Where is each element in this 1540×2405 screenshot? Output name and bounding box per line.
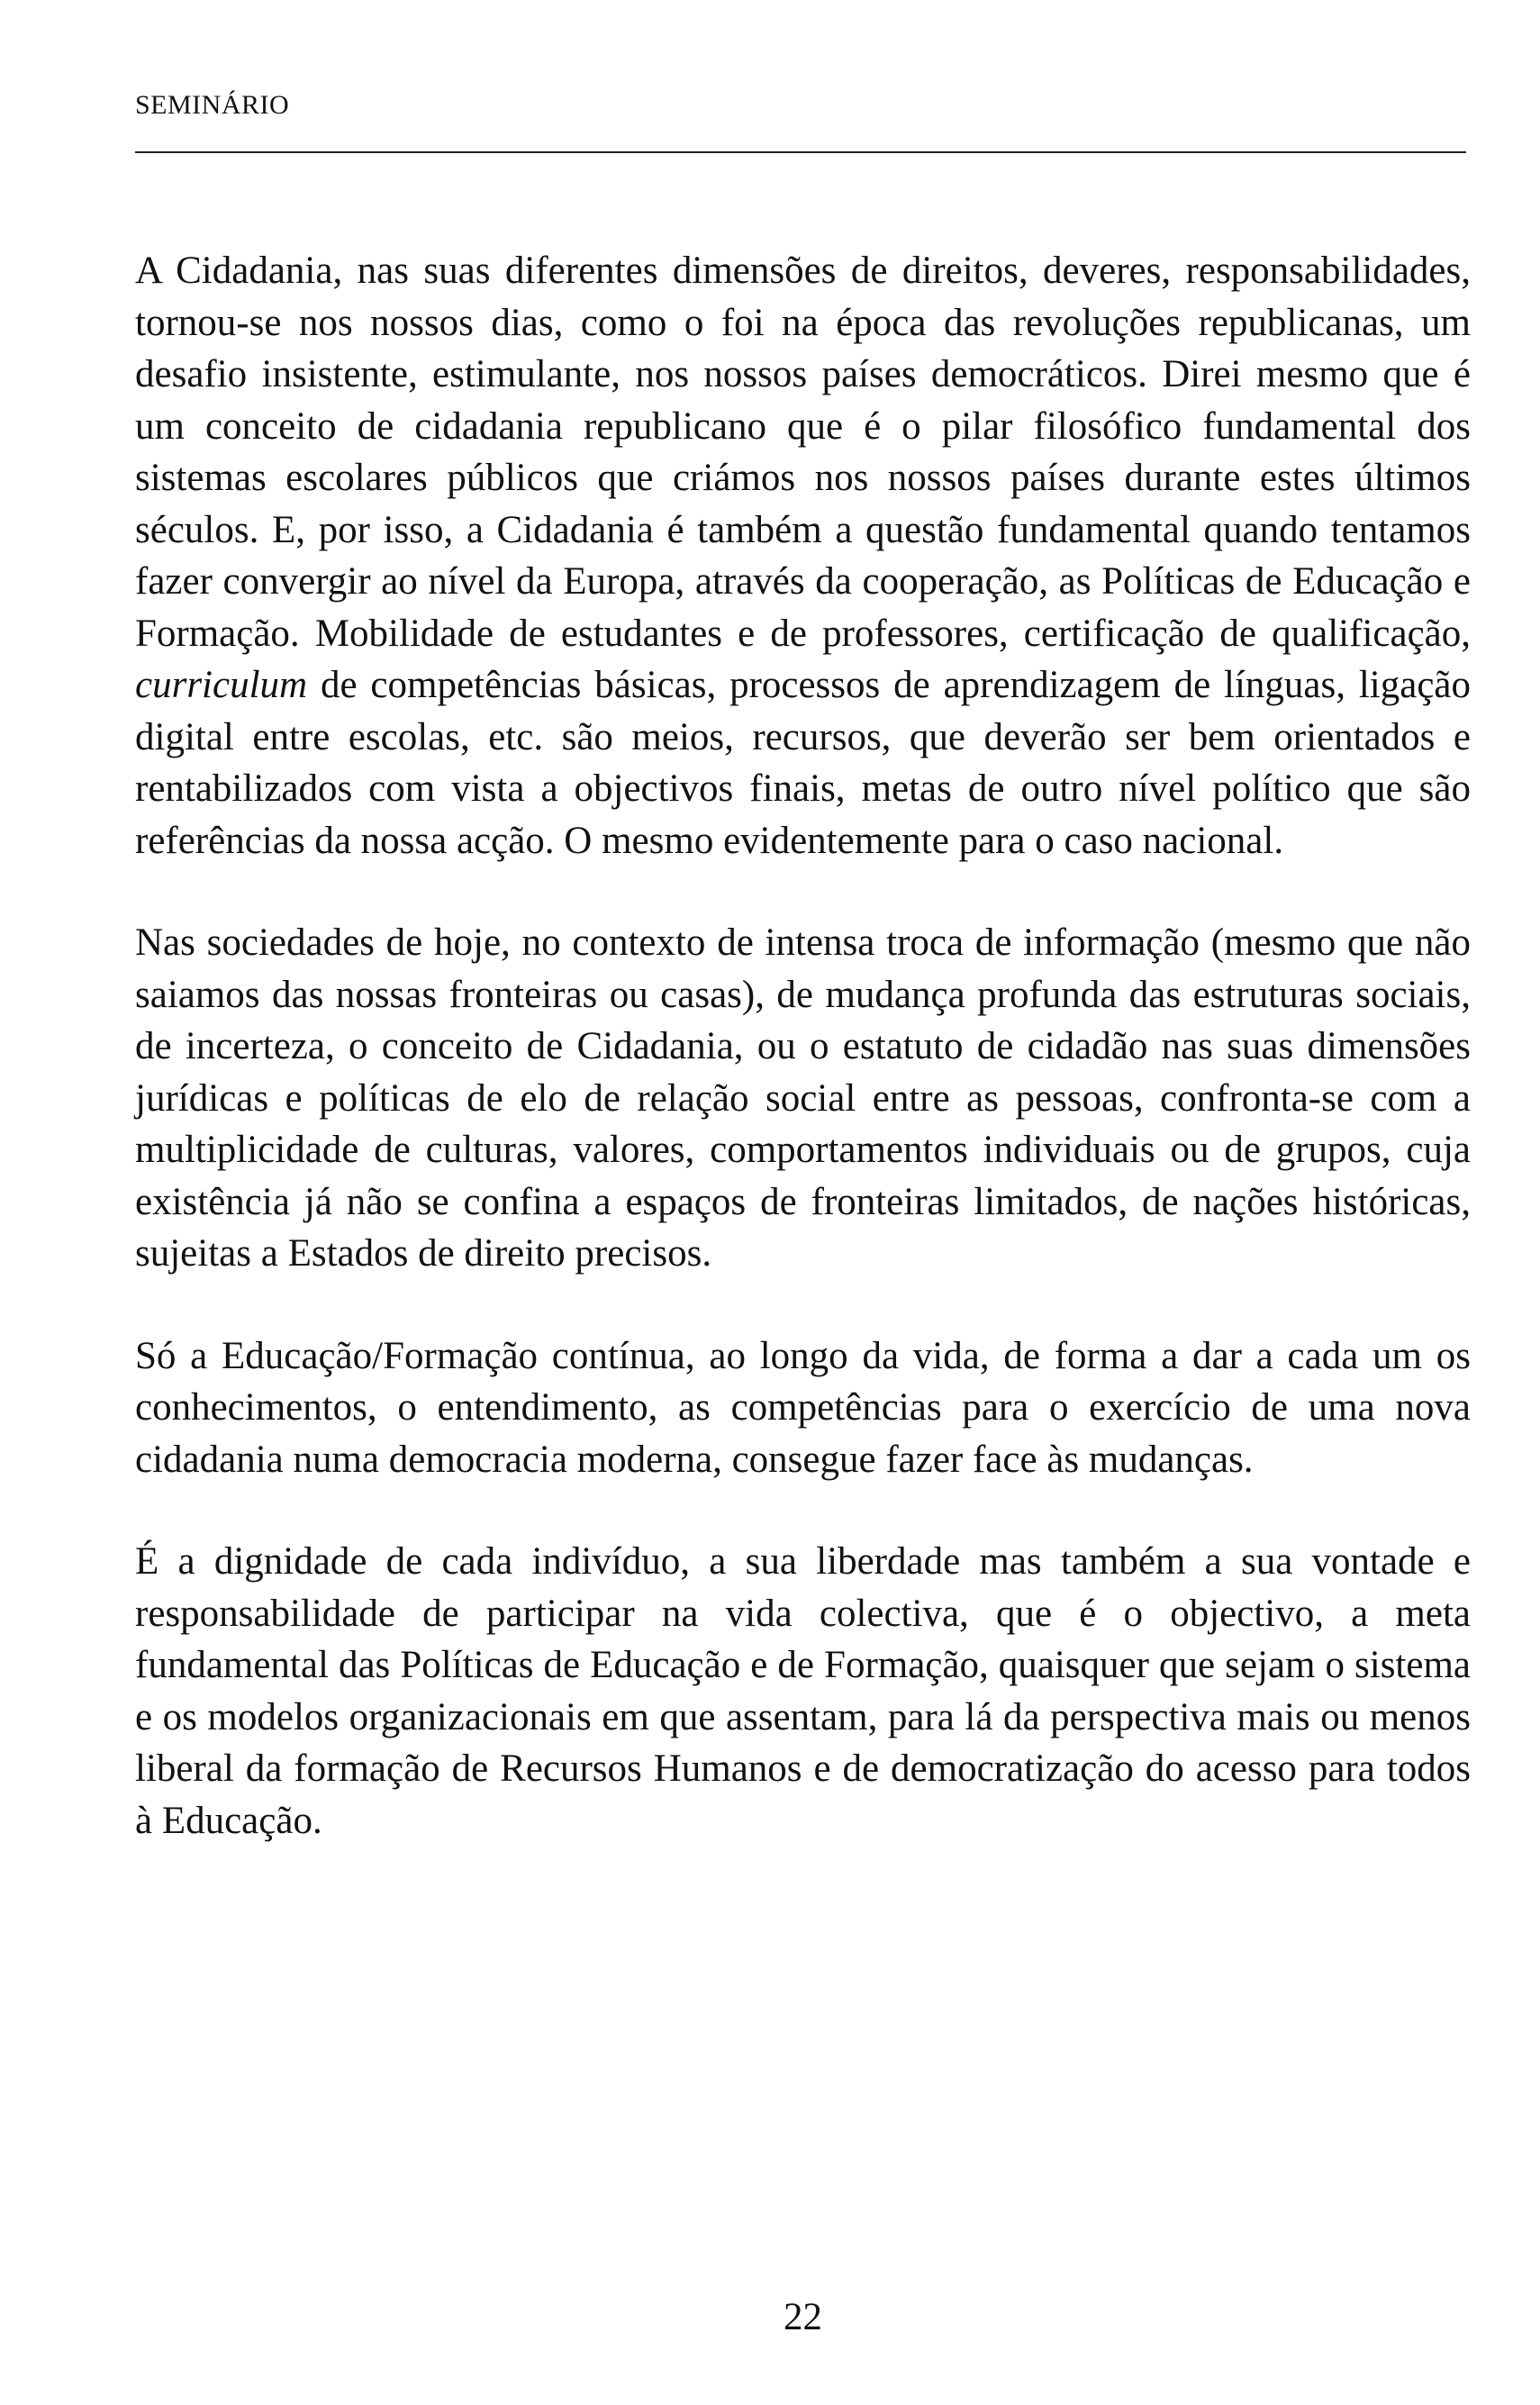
paragraph-sociedades: Nas sociedades de hoje, no contexto de intensa troca de informação (mesmo que não saiamos das nossas fronteiras ou casas), de mudança profunda das estruturas sociais, de incerteza, o conceito de Cidadania, ou o estatuto de cidadão nas suas dimensões jurídicas e políticas de elo de relação social entre as pessoas, confronta-se com a multiplicidade de culturas, valores, comportamentos individuais ou de grupos, cuja existência já não se confina a espaços de fronteiras limitados, de nações históricas, sujeitas a Estados de direito precisos. (135, 921, 1471, 1275)
paragraph-1-text: A Cidadania, nas suas diferentes dimensões de direitos, deveres, responsabilidades, tornou-se nos nossos dias, como o foi na época das revoluções republicanas, um desafio insistente, estimulante, nos nossos países democráticos. Direi mesmo que é um conceito de cidadania republicano que é o pilar filosófico fundamental dos sistemas escolares públicos que criámos nos nossos países durante estes últimos séculos. E, por isso, a Cidadania é também a questão fundamental quando tentamos fazer convergir ao nível da Europa, através da cooperação, as Políticas de Educação e Formação. Mobilidade de estudantes e de professores, certificação de qualificação, (135, 250, 1471, 655)
paragraph-educacao-formacao: Só a Educação/Formação contínua, ao longo da vida, de forma a dar a cada um os conhecimentos, o entendimento, as competências para o exercício de uma nova cidadania numa democracia moderna, consegue fazer face às mudanças. (135, 1334, 1471, 1481)
running-header: SEMINÁRIO (135, 90, 290, 120)
paragraph-cidadania (135, 245, 1471, 867)
paragraph-dignidade: É a dignidade de cada indivíduo, a sua liberdade mas também a sua vontade e responsabilidade de participar na vida colectiva, que é o objectivo, a meta fundamental das Políticas de Educação e de Formação, quaisquer que sejam o sistema e os modelos organizacionais em que assentam, para lá da perspectiva mais ou menos liberal da formação de Recursos Humanos e de democratização do acesso para todos à Educação. (135, 1540, 1471, 1842)
header-rule (135, 151, 1466, 153)
page-body (135, 245, 1471, 1897)
italic-term: curriculum (135, 664, 308, 706)
paragraph-1-text-continued: de competências básicas, processos de aprendizagem de línguas, ligação digital entre escolas, etc. são meios, recursos, que deverão ser bem orientados e rentabilizados com vista a objectivos finais, metas de outro nível político que são referências da nossa acção. O mesmo evidentemente para o caso nacional. (135, 664, 1472, 862)
page-number: 22 (784, 2296, 822, 2338)
